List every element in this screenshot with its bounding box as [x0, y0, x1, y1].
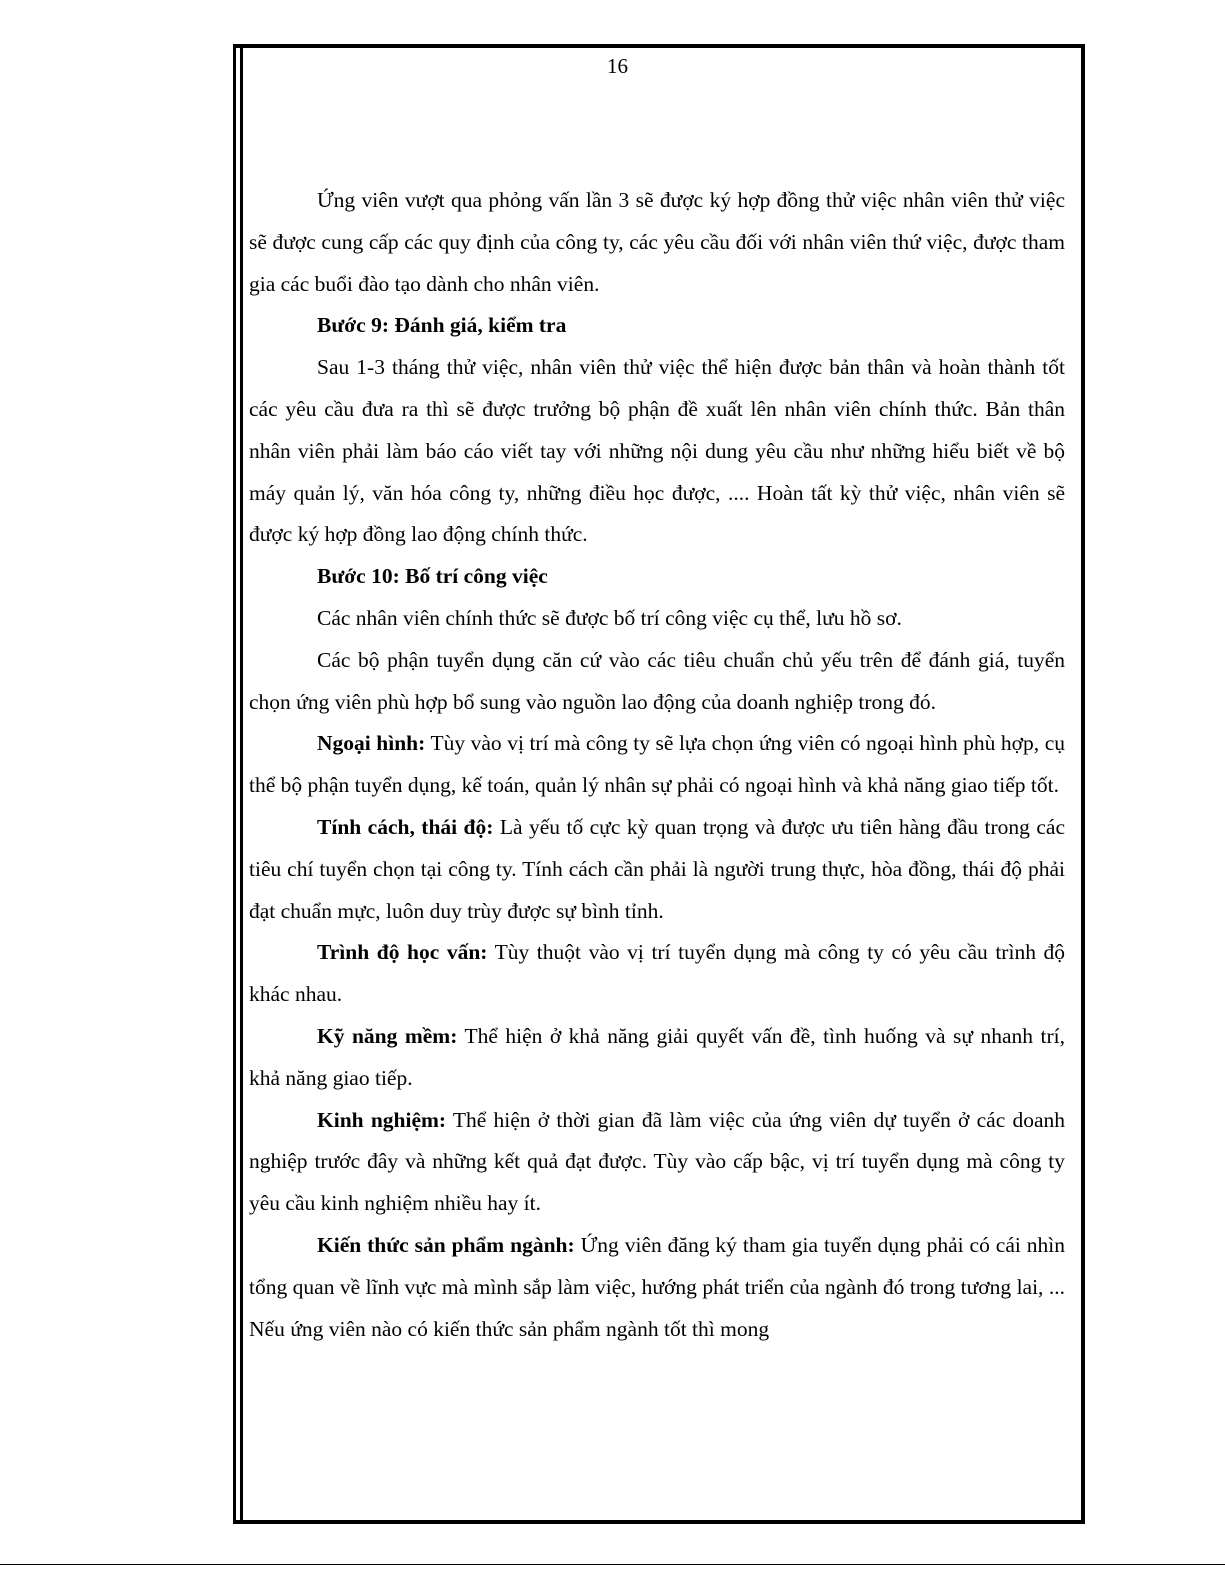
- paragraph-education: [249, 932, 1065, 1016]
- text-experience: Thể hiện ở thời gian đã làm việc của ứng viên dự tuyển ở các doanh nghiệp trước đây và những kết quả đạt được. Tùy vào cấp bậc, vị trí tuyển dụng mà công ty yêu cầu kinh nghiệm nhiều hay ít.: [249, 1107, 1065, 1216]
- label-appearance: Ngoại hình:: [317, 731, 426, 756]
- heading-step-10: Bước 10: Bố trí công việc: [317, 564, 548, 589]
- label-education: Trình độ học vấn:: [317, 940, 488, 965]
- paragraph-soft-skills: [249, 1016, 1065, 1100]
- label-industry-knowledge: Kiến thức sản phẩm ngành:: [317, 1232, 575, 1257]
- paragraph-personality: [249, 807, 1065, 932]
- paragraph-criteria-intro: Các bộ phận tuyển dụng căn cứ vào các tiêu chuẩn chủ yếu trên để đánh giá, tuyển chọn ứng viên phù hợp bổ sung vào nguồn lao động của doanh nghiệp trong đó.: [249, 647, 1065, 714]
- paragraph-industry-knowledge: [249, 1225, 1065, 1350]
- document-body: [249, 180, 1065, 1350]
- paragraph-appearance: [249, 723, 1065, 807]
- text-education: Tùy thuột vào vị trí tuyển dụng mà công ty có yêu cầu trình độ khác nhau.: [249, 940, 1066, 1007]
- page-number: 16: [607, 54, 628, 78]
- heading-step-9: Bước 9: Đánh giá, kiểm tra: [317, 313, 567, 338]
- label-experience: Kinh nghiệm:: [317, 1107, 447, 1132]
- paragraph-contract: Ứng viên vượt qua phỏng vấn lần 3 sẽ được ký hợp đồng thử việc nhân viên thử việc sẽ được cung cấp các quy định của công ty, các yêu cầu đối với nhân viên thứ việc, được tham gia các buổi đào tạo dành cho nhân viên.: [249, 188, 1065, 296]
- paragraph-assignment: Các nhân viên chính thức sẽ được bố trí công việc cụ thể, lưu hồ sơ.: [317, 605, 902, 630]
- label-soft-skills: Kỹ năng mềm:: [317, 1023, 458, 1048]
- text-appearance: Tùy vào vị trí mà công ty sẽ lựa chọn ứng viên có ngoại hình phù hợp, cụ thể bộ phận tuyển dụng, kế toán, quản lý nhân sự phải có ngoại hình và khả năng giao tiếp tốt.: [249, 731, 1065, 798]
- text-personality: Là yếu tố cực kỳ quan trọng và được ưu tiên hàng đầu trong các tiêu chí tuyển chọn tại công ty. Tính cách cần phải là người trung thực, hòa đồng, thái độ phải đạt chuẩn mực, luôn duy trùy được sự bình tỉnh.: [249, 814, 1066, 923]
- paragraph-evaluation: Sau 1-3 tháng thử việc, nhân viên thử việc thể hiện được bản thân và hoàn thành tốt các yêu cầu đưa ra thì sẽ được trưởng bộ phận đề xuất lên nhân viên chính thức. Bản thân nhân viên phải làm báo cáo viết tay với những nội dung yêu cầu như những hiểu biết về bộ máy quản lý, văn hóa công ty, những điều học được, .... Hoàn tất kỳ thử việc, nhân viên sẽ được ký hợp đồng lao động chính thức.: [249, 355, 1065, 547]
- paragraph-experience: [249, 1100, 1065, 1225]
- text-soft-skills: Thể hiện ở khả năng giải quyết vấn đề, tình huống và sự nhanh trí, khả năng giao tiếp.: [249, 1023, 1065, 1090]
- text-industry-knowledge: Ứng viên đăng ký tham gia tuyển dụng phải có cái nhìn tổng quan về lĩnh vực mà mình sắp làm việc, hướng phát triển của ngành đó trong tương lai, ... Nếu ứng viên nào có kiến thức sản phẩm ngành tốt thì mong: [249, 1232, 1065, 1341]
- bottom-divider: [0, 1564, 1225, 1565]
- label-personality: Tính cách, thái độ:: [317, 814, 494, 839]
